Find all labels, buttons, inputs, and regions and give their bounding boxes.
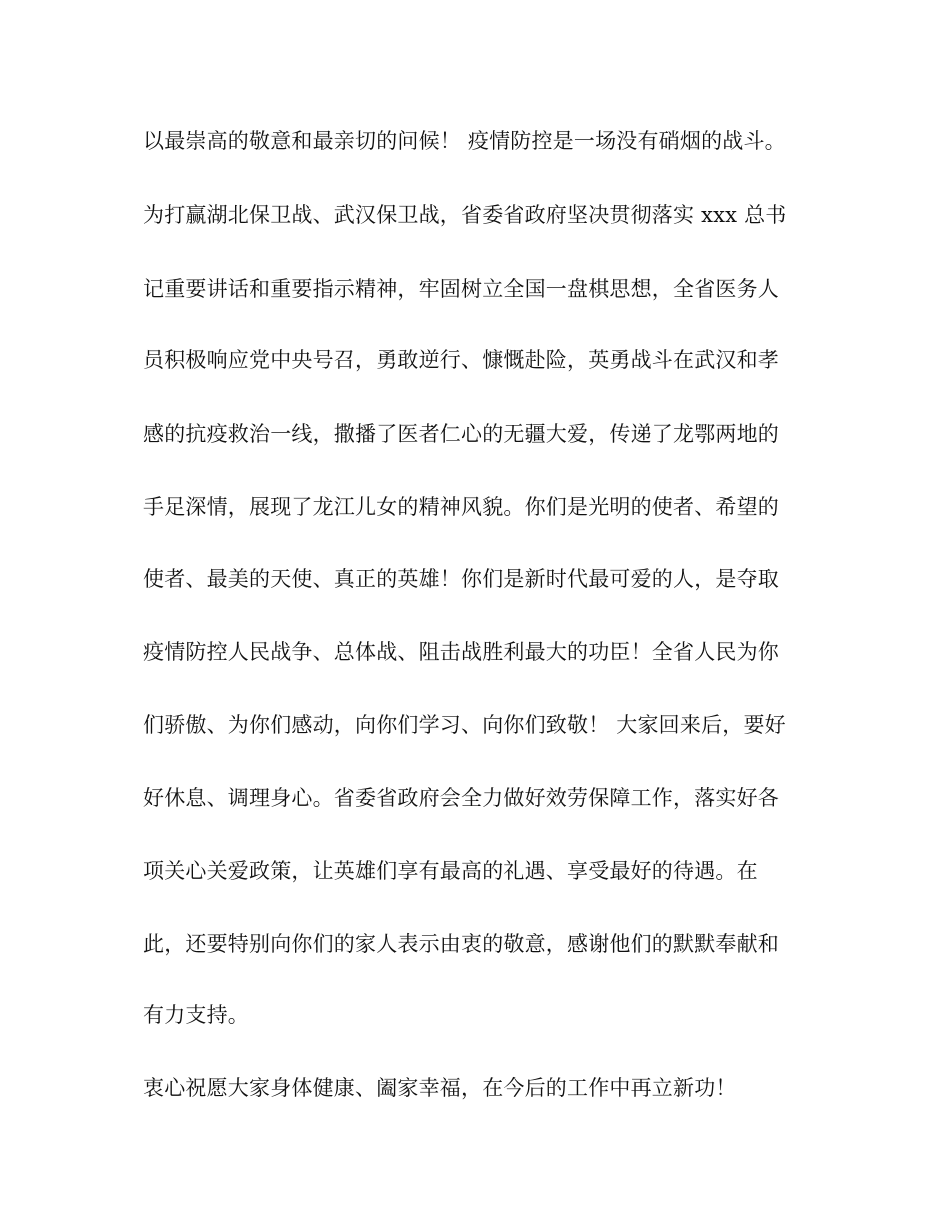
text-line: 们骄傲、为你们感动，向你们学习、向你们致敬！ 大家回来后，要好 bbox=[143, 713, 786, 737]
text-line: 感的抗疫救治一线，撒播了医者仁心的无疆大爱，传递了龙鄂两地的 bbox=[143, 422, 779, 446]
text-line: 疫情防控人民战争、总体战、阻击战胜利最大的功臣！全省人民为你 bbox=[143, 640, 779, 664]
text-line: 此，还要特别向你们的家人表示由衷的敬意，感谢他们的默默奉献和 bbox=[143, 932, 779, 956]
text-line: 员积极响应党中央号召，勇敢逆行、慷慨赴险，英勇战斗在武汉和孝 bbox=[143, 348, 779, 372]
text-line: 使者、最美的天使、真正的英雄！你们是新时代最可爱的人，是夺取 bbox=[143, 567, 779, 591]
text-line: 项关心关爱政策，让英雄们享有最高的礼遇、享受最好的待遇。在 bbox=[143, 859, 758, 883]
text-line: 手足深情，展现了龙江儿女的精神风貌。你们是光明的使者、希望的 bbox=[143, 495, 779, 519]
text-line: 记重要讲话和重要指示精神，牢固树立全国一盘棋思想，全省医务人 bbox=[143, 277, 779, 301]
text-line: 为打赢湖北保卫战、武汉保卫战，省委省政府坚决贯彻落实 xxx 总书 bbox=[143, 203, 787, 227]
text-line: 有力支持。 bbox=[143, 1003, 249, 1027]
text-line: 好休息、调理身心。省委省政府会全力做好效劳保障工作，落实好各 bbox=[143, 786, 779, 810]
text-line: 以最崇高的敬意和最亲切的问候！ 疫情防控是一场没有硝烟的战斗。 bbox=[143, 129, 786, 153]
text-line: 衷心祝愿大家身体健康、阖家幸福，在今后的工作中再立新功！ bbox=[143, 1076, 737, 1100]
